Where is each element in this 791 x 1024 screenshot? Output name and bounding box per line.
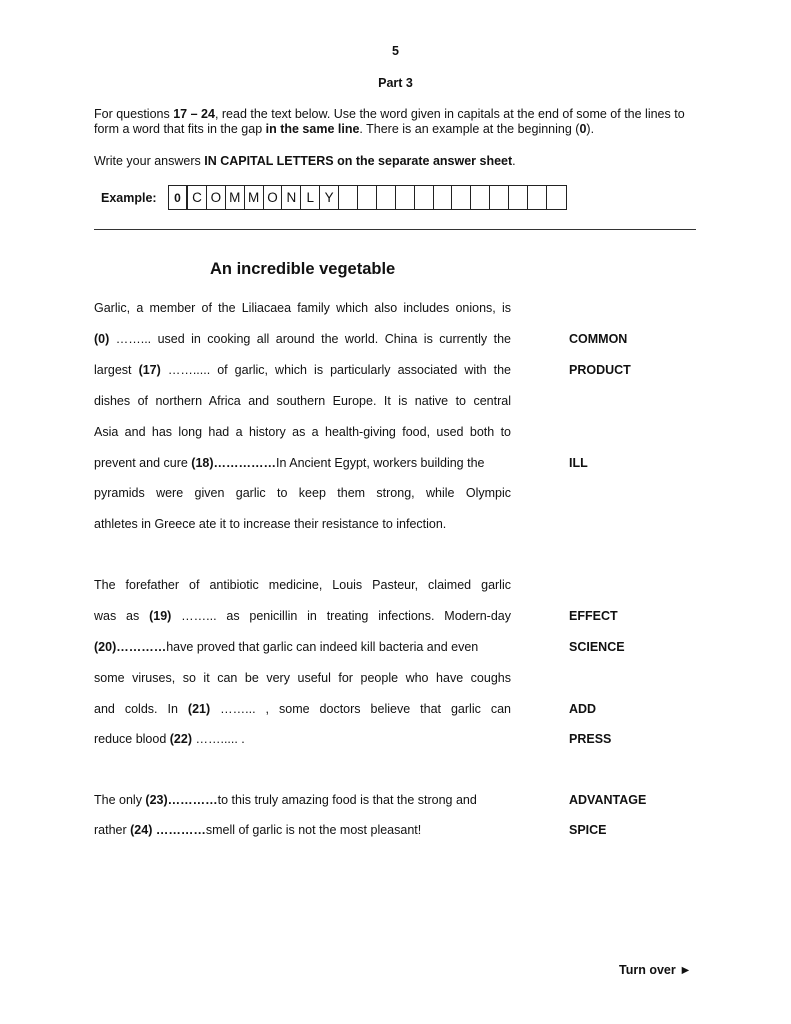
- letter-box: C: [188, 186, 207, 209]
- example-label: Example:: [101, 190, 157, 205]
- keyword-press: PRESS: [569, 732, 612, 746]
- text-line: some viruses, so it can be very useful for people who have coughs: [94, 671, 511, 685]
- letter-box: [547, 186, 566, 209]
- letter-box: O: [264, 186, 283, 209]
- article-title: An incredible vegetable: [210, 260, 396, 278]
- text-line: largest (17) ……..... of garlic, which is particularly associated with the: [94, 363, 511, 377]
- keyword-common: COMMON: [569, 332, 628, 346]
- text-line: reduce blood (22) ……..... .: [94, 732, 245, 746]
- keyword-product: PRODUCT: [569, 363, 631, 377]
- text-line: (0) ……... used in cooking all around the world. China is currently the: [94, 332, 511, 346]
- letter-box: O: [207, 186, 226, 209]
- letter-box: M: [245, 186, 264, 209]
- letter-box: [396, 186, 415, 209]
- instructions: For questions 17 – 24, read the text below. Use the word given in capitals at the end of some of the lines to form a word that fits in the gap in the same line. There is an example at the beginning (0).: [94, 107, 685, 136]
- letter-box: [339, 186, 358, 209]
- letter-box: [452, 186, 471, 209]
- page-number: 5: [392, 44, 399, 58]
- text-line: pyramids were given garlic to keep them strong, while Olympic: [94, 486, 511, 500]
- text-line: Asia and has long had a history as a health-giving food, used both to: [94, 425, 511, 439]
- text-line: and colds. In (21) ……... , some doctors believe that garlic can: [94, 702, 511, 716]
- example-answer-grid: [168, 185, 567, 210]
- letter-box: [528, 186, 547, 209]
- letter-box: L: [301, 186, 320, 209]
- keyword-add: ADD: [569, 702, 597, 716]
- letter-box: [377, 186, 396, 209]
- letter-box: N: [282, 186, 301, 209]
- text-line: was as (19) ……... as penicillin in treating infections. Modern-day: [94, 609, 511, 623]
- turn-over-label: Turn over ►: [619, 963, 692, 977]
- text-line: The only (23)…………to this truly amazing food is that the strong and: [94, 793, 477, 807]
- text-line: athletes in Greece ate it to increase their resistance to infection.: [94, 517, 447, 531]
- section-divider: [94, 229, 696, 230]
- text-line: rather (24) …………smell of garlic is not the most pleasant!: [94, 823, 422, 837]
- example-number-box: 0: [169, 186, 188, 209]
- part-title: Part 3: [378, 76, 413, 90]
- letter-box: M: [226, 186, 245, 209]
- text-line: The forefather of antibiotic medicine, Louis Pasteur, claimed garlic: [94, 578, 511, 592]
- keyword-effect: EFFECT: [569, 609, 618, 623]
- text-line: Garlic, a member of the Liliacaea family which also includes onions, is: [94, 301, 511, 315]
- letter-box: [358, 186, 377, 209]
- keyword-advantage: ADVANTAGE: [569, 793, 647, 807]
- letter-box: [415, 186, 434, 209]
- letter-box: [490, 186, 509, 209]
- keyword-science: SCIENCE: [569, 640, 625, 654]
- letter-box: Y: [320, 186, 339, 209]
- text-line: dishes of northern Africa and southern Europe. It is native to central: [94, 394, 511, 408]
- keyword-ill: ILL: [569, 456, 588, 470]
- letter-box: [471, 186, 490, 209]
- text-line: (20)…………have proved that garlic can indeed kill bacteria and even: [94, 640, 479, 654]
- text-line: prevent and cure (18)……………In Ancient Egypt, workers building the: [94, 456, 485, 470]
- example-row: [101, 185, 567, 210]
- keyword-spice: SPICE: [569, 823, 607, 837]
- letter-box: [434, 186, 453, 209]
- answer-note: Write your answers IN CAPITAL LETTERS on the separate answer sheet.: [94, 154, 516, 168]
- letter-box: [509, 186, 528, 209]
